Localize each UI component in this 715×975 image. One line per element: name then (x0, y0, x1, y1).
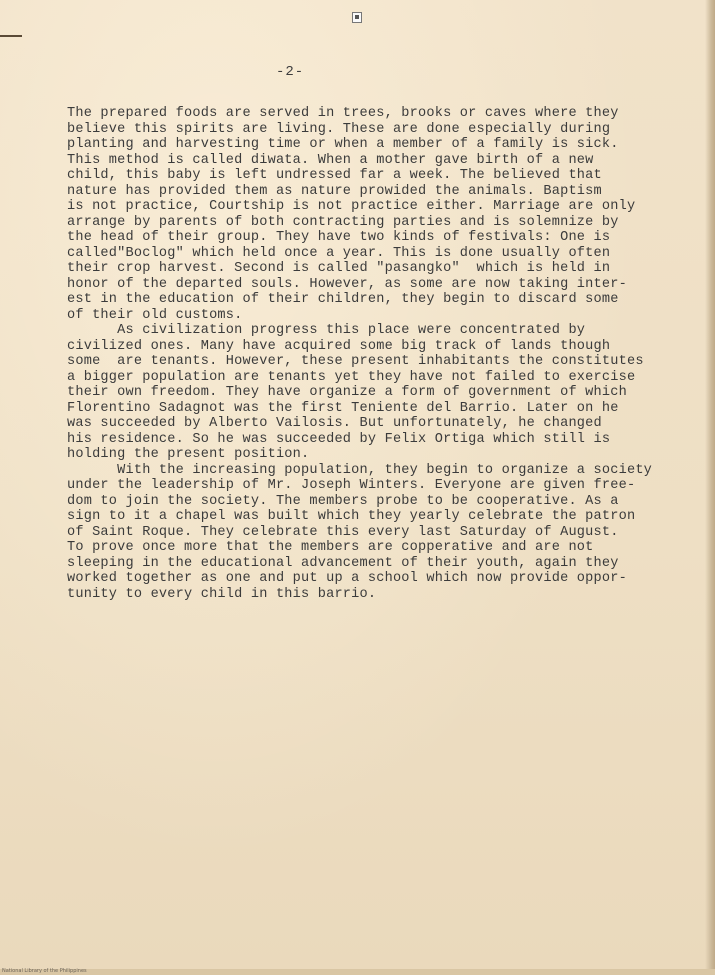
text-line: of Saint Roque. They celebrate this every last Saturday of August. (67, 524, 619, 540)
text-line: sleeping in the educational advancement of their youth, again they (67, 555, 619, 571)
scan-marker-icon (352, 12, 362, 23)
page-number: -2- (276, 64, 305, 80)
text-line: their crop harvest. Second is called "pasangko" which is held in (67, 261, 611, 276)
text-line: their own freedom. They have organize a form of government of which (67, 385, 627, 400)
text-line: dom to join the society. The members probe to be cooperative. As a (67, 493, 619, 509)
text-line: is not practice, Courtship is not practice either. Marriage are only (67, 199, 636, 214)
text-line: With the increasing population, they begin to organize a society (67, 462, 653, 478)
text-line: To prove once more that the members are copperative and are not (67, 540, 594, 555)
text-line: believe this spirits are living. These are done especially during (67, 121, 611, 137)
text-line: civilized ones. Many have acquired some big track of lands though (67, 338, 611, 354)
text-line: nature has provided them as nature prowided the animals. Baptism (67, 183, 602, 199)
text-line: holding the present position. (67, 447, 310, 462)
text-line: worked together as one and put up a school which now provide oppor- (67, 571, 627, 586)
text-line: As civilization progress this place were concentrated by (67, 323, 586, 338)
margin-tick (0, 35, 22, 37)
text-line: called"Boclog" which held once a year. This is done usually often (67, 245, 611, 261)
text-line: arrange by parents of both contracting parties and is solemnize by (67, 214, 619, 230)
body-text (67, 106, 707, 602)
text-line: sign to it a chapel was built which they yearly celebrate the patron (67, 509, 636, 524)
text-line: under the leadership of Mr. Joseph Winters. Everyone are given free- (67, 478, 636, 493)
library-footer: National Library of the Philippines (2, 968, 87, 974)
text-line: child, this baby is left undressed far a week. The believed that (67, 168, 602, 183)
text-line: Florentino Sadagnot was the first Teniente del Barrio. Later on he (67, 400, 619, 416)
text-line: the head of their group. They have two kinds of festivals: One is (67, 230, 611, 245)
text-line: tunity to every child in this barrio. (67, 586, 377, 602)
paper-bottom-edge (0, 969, 715, 975)
text-line: This method is called diwata. When a mother gave birth of a new (67, 152, 594, 168)
text-line: some are tenants. However, these present inhabitants the constitutes (67, 354, 644, 369)
text-line: of their old customs. (67, 307, 243, 323)
text-line: est in the education of their children, they begin to discard some (67, 292, 619, 307)
text-line: planting and harvesting time or when a member of a family is sick. (67, 137, 619, 152)
text-line: honor of the departed souls. However, as some are now taking inter- (67, 276, 627, 292)
text-line: The prepared foods are served in trees, brooks or caves where they (67, 106, 619, 121)
text-line: was succeeded by Alberto Vailosis. But unfortunately, he changed (67, 416, 602, 431)
text-line: his residence. So he was succeeded by Felix Ortiga which still is (67, 431, 611, 447)
text-line: a bigger population are tenants yet they have not failed to exercise (67, 369, 636, 385)
